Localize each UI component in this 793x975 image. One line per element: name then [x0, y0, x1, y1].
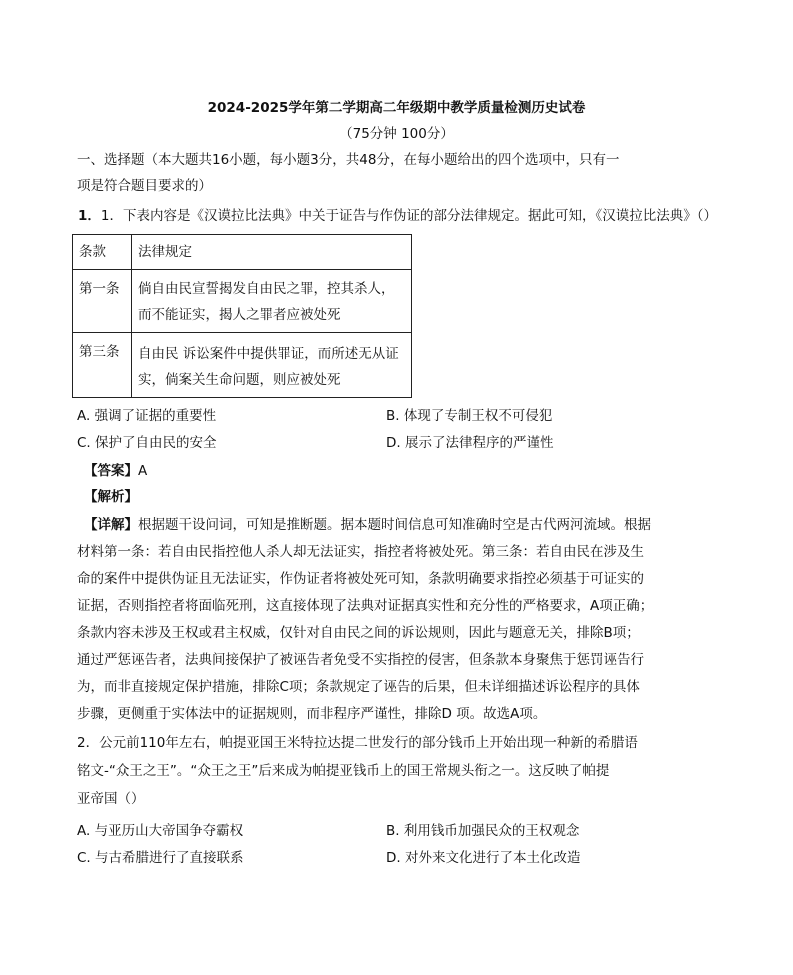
- q1-detail-line: 条款内容未涉及王权或君主权威，仅针对自由民之间的诉讼规则，因此与题意无关，排除B项；: [77, 625, 640, 641]
- q1-option-a: A. 强调了证据的重要性: [77, 408, 217, 424]
- table-header-rule: 法律规定: [132, 235, 412, 270]
- q1-detail-line: 命的案件中提供伪证且无法证实，作伪证者将被处死可知，条款明确要求指控必须基于可证实的: [77, 571, 644, 587]
- rule-line: 倘自由民宣誓揭发自由民之罪，控其杀人，: [138, 281, 395, 297]
- q2-option-d: D. 对外来文化进行了本土化改造: [386, 850, 581, 866]
- exam-title: 2024-2025学年第二学期高二年级期中教学质量检测历史试卷: [207, 100, 586, 116]
- q1-detail-line: 为，而非直接规定保护措施，排除C项；条款规定了诬告的后果，但未详细描述诉讼程序的具体: [77, 679, 640, 695]
- q2-stem-line: 亚帝国（）: [77, 791, 145, 807]
- q2-option-b: B. 利用钱币加强民众的王权观念: [386, 823, 580, 839]
- rule-line: 而不能证实，揭人之罪者应被处死: [138, 307, 341, 323]
- q1-detail-line: 材料第一条：若自由民指控他人杀人却无法证实，指控者将被处死。第三条：若自由民在涉及生: [77, 544, 644, 560]
- q1-answer: [84, 461, 147, 481]
- q2-stem-line: 铭文-“众王之王”。“众王之王”后来成为帕提亚钱币上的国王常规头衔之一。这反映了帕提: [77, 763, 610, 779]
- exam-subtitle: （75分钟 100分）: [339, 126, 454, 142]
- table-cell-rule: [132, 270, 412, 333]
- detail-text: 根据题干设问词，可知是推断题。据本题时间信息可知准确时空是古代两河流域。根据: [138, 517, 651, 533]
- q1-option-d: D. 展示了法律程序的严谨性: [386, 435, 554, 451]
- q1-detail-line: 证据，否则指控者将面临死刑，这直接体现了法典对证据真实性和充分性的严格要求，A项正确；: [77, 598, 654, 614]
- law-table: [72, 234, 412, 398]
- q2-stem-line: [77, 733, 638, 753]
- answer-value: A: [138, 463, 148, 479]
- table-row: [73, 270, 412, 333]
- q2-option-c: C. 与古希腊进行了直接联系: [77, 850, 244, 866]
- q1-option-c: C. 保护了自由民的安全: [77, 435, 217, 451]
- rule-line: 自由民 诉讼案件中提供罪证，而所述无从证: [138, 346, 399, 362]
- detail-label: 【详解】: [84, 517, 138, 533]
- q1-detail-line: [84, 515, 651, 535]
- q1-detail-line: 通过严惩诬告者，法典间接保护了被诬告者免受不实指控的侵害，但条款本身聚焦于惩罚诬告行: [77, 652, 644, 668]
- table-row: [73, 333, 412, 398]
- q1-option-b: B. 体现了专制王权不可侵犯: [386, 408, 553, 424]
- section-heading-line2: 项是符合题目要求的）: [77, 178, 212, 194]
- table-cell-clause: 第三条: [73, 333, 132, 398]
- q1-stem: 1．1．下表内容是《汉谟拉比法典》中关于证告与作伪证的部分法律规定。据此可知，《汉谟拉比法典》（）: [78, 208, 717, 224]
- table-cell-rule: [132, 333, 412, 398]
- table-header-row: [73, 235, 412, 270]
- answer-label: 【答案】: [84, 463, 138, 479]
- q1-analysis-label: 【解析】: [84, 489, 138, 505]
- q1-detail-line: 步骤，更侧重于实体法中的证据规则，而非程序严谨性，排除D 项。故选A项。: [77, 706, 547, 722]
- q2-stem-text: 2．公元前110年左右，帕提亚国王米特拉达提二世发行的部分钱币上开始出现一种新的希腊语: [77, 735, 638, 751]
- q2-option-a: A. 与亚历山大帝国争夺霸权: [77, 823, 244, 839]
- q1-stem-text: 1．下表内容是《汉谟拉比法典》中关于证告与作伪证的部分法律规定。据此可知，《汉谟拉比法典》（）: [100, 208, 717, 224]
- rule-line: 实，倘案关生命问题，则应被处死: [138, 372, 341, 388]
- table-cell-clause: 第一条: [73, 270, 132, 333]
- table-header-clause: 条款: [73, 235, 132, 270]
- section-heading-line1: 一、选择题（本大题共16小题，每小题3分，共48分，在每小题给出的四个选项中，只有一: [77, 152, 620, 168]
